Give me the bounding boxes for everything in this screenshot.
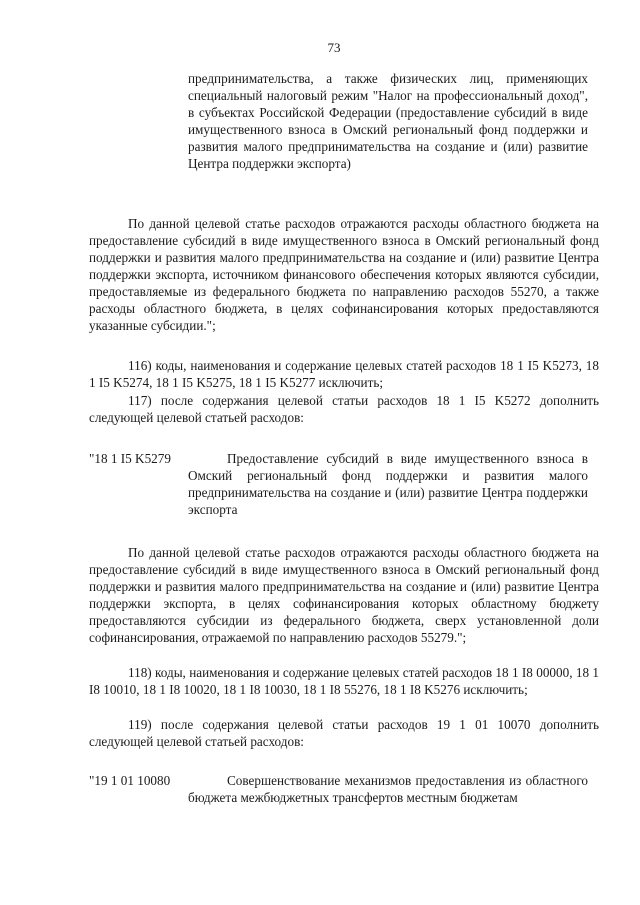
page-number: 73 xyxy=(327,40,341,55)
item-116 xyxy=(89,357,599,391)
item-116-text: 116) коды, наименования и содержание целевых статей расходов 18 1 I5 K5273, 18 1 I5 K5274, 18 1 I5 K5275, 18 1 I5 K5277 исключить; xyxy=(89,358,599,390)
paragraph-1 xyxy=(89,215,599,334)
entry-3-text-block xyxy=(188,772,588,806)
entry-2-text: Предоставление субсидий в виде имущественного взноса в Омский региональный фонд поддержки и развития малого предпринимательства на создание и (или) развитие Центра поддержки экспорта xyxy=(188,451,588,517)
top-entry-text xyxy=(188,70,588,172)
entry-3-text: Совершенствование механизмов предоставления из областного бюджета межбюджетных трансфертов местным бюджетам xyxy=(188,773,588,805)
item-117 xyxy=(89,392,599,426)
paragraph-1-text: По данной целевой статье расходов отражаются расходы областного бюджета на предоставление субсидий в виде имущественного взноса в Омский региональный фонд поддержки и развития малого предпринимательства на создание и (или) развитие Центра поддержки экспорта, источником финансового обеспечения которых являются субсидии, предоставляемые из федерального бюджета по направлению расходов 55270, а также расходы областного бюджета, в целях софинансирования которых предоставляются указанные субсидии."; xyxy=(89,216,599,333)
top-entry-paragraph: предпринимательства, а также физических лиц, применяющих специальный налоговый режим "Налог на профессиональный доход", в субъектах Российской Федерации (предоставление субсидий в виде имущественного взноса в Омский региональный фонд поддержки и развития малого предпринимательства на создание и (или) развитие Центра поддержки экспорта) xyxy=(188,71,588,171)
item-117-text: 117) после содержания целевой статьи расходов 18 1 I5 K5272 дополнить следующей целевой статьей расходов: xyxy=(89,393,599,425)
item-118-text: 118) коды, наименования и содержание целевых статей расходов 18 1 I8 00000, 18 1 I8 10010, 18 1 I8 10020, 18 1 I8 10030, 18 1 I8 55276, 18 1 I8 K5276 исключить; xyxy=(89,665,599,697)
item-119 xyxy=(89,716,599,750)
item-119-text: 119) после содержания целевой статьи расходов 19 1 01 10070 дополнить следующей целевой статьей расходов: xyxy=(89,717,599,749)
item-118 xyxy=(89,664,599,698)
entry-2-text-block xyxy=(188,450,588,518)
entry-3-code: "19 1 01 10080 xyxy=(89,773,171,788)
paragraph-2-text: По данной целевой статье расходов отражаются расходы областного бюджета на предоставление субсидий в виде имущественного взноса в Омский региональный фонд поддержки и развития малого предпринимательства на создание и (или) развитие Центра поддержки экспорта, в целях софинансирования которых областному бюджету предоставляются субсидии из федерального бюджета, сверх установленной доли софинансирования, отражаемой по направлению расходов 55279."; xyxy=(89,545,599,645)
paragraph-2 xyxy=(89,544,599,646)
entry-2-code: "18 1 I5 K5279 xyxy=(89,451,171,466)
